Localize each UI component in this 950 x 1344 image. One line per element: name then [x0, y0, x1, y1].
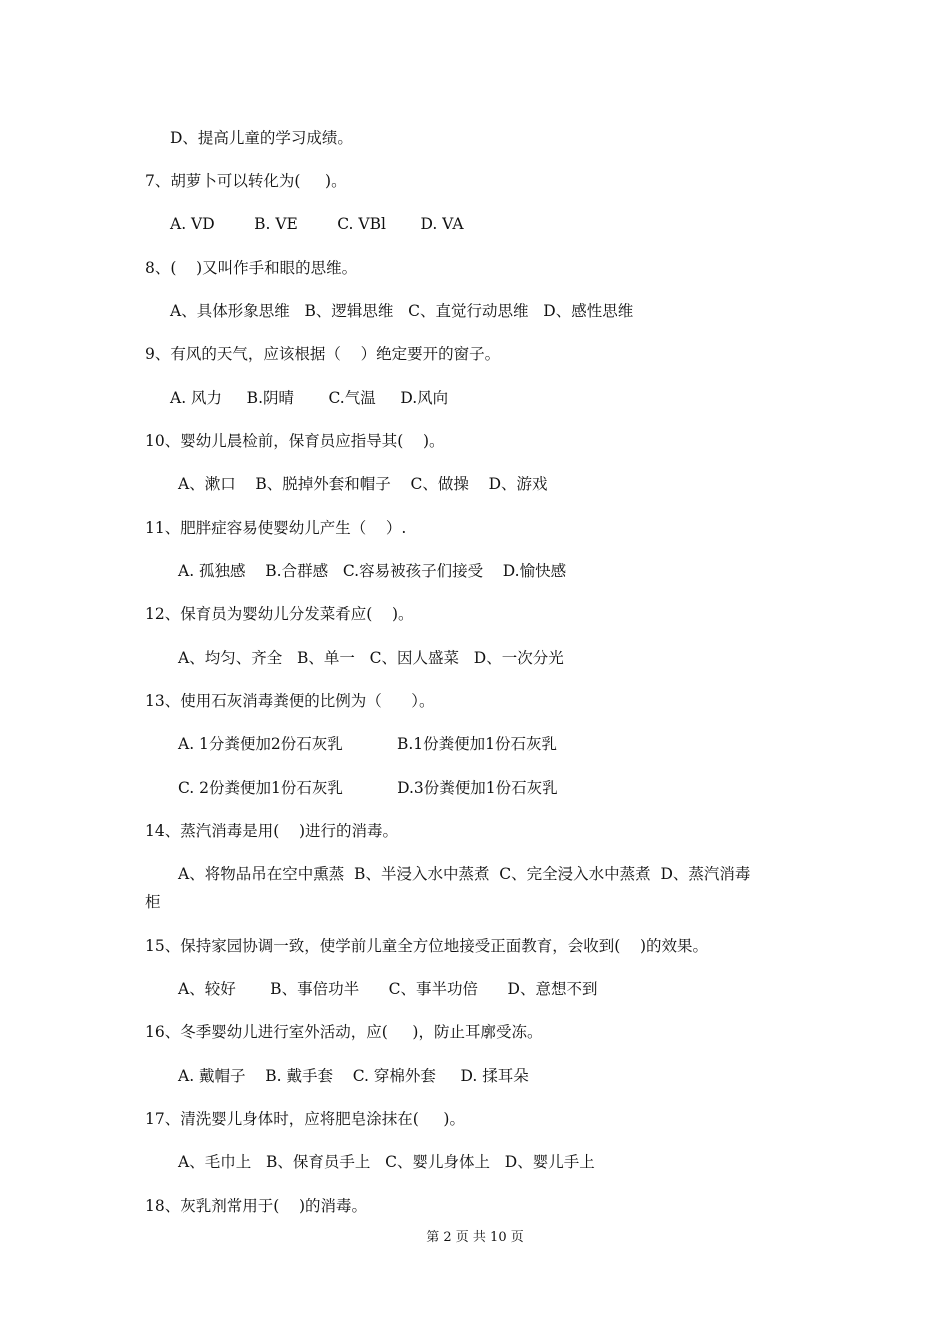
question-13: 13、使用石灰消毒粪便的比例为（ ）。	[145, 692, 435, 710]
options-12: A、均匀、齐全 B、单一 C、因人盛菜 D、一次分光	[178, 649, 564, 667]
question-11: 11、肥胖症容易使婴幼儿产生（ ）.	[145, 519, 407, 537]
option-line: D、提高儿童的学习成绩。	[170, 129, 353, 147]
question-17: 17、清洗婴儿身体时，应将肥皂涂抹在( )。	[145, 1110, 465, 1128]
options-16: A. 戴帽子 B. 戴手套 C. 穿棉外套 D. 揉耳朵	[178, 1067, 529, 1085]
options-13-row-2: C. 2份粪便加1份石灰乳 D.3份粪便加1份石灰乳	[178, 779, 558, 797]
question-7: 7、胡萝卜可以转化为( )。	[145, 172, 347, 190]
question-16: 16、冬季婴幼儿进行室外活动，应( )，防止耳廓受冻。	[145, 1023, 543, 1041]
question-18: 18、灰乳剂常用于( )的消毒。	[145, 1197, 368, 1215]
question-15: 15、保持家园协调一致，使学前儿童全方位地接受正面教育，会收到( )的效果。	[145, 937, 709, 955]
question-10: 10、婴幼儿晨检前，保育员应指导其( )。	[145, 432, 445, 450]
options-10: A、漱口 B、脱掉外套和帽子 C、做操 D、游戏	[178, 475, 548, 493]
question-12: 12、保育员为婴幼儿分发菜肴应( )。	[145, 605, 414, 623]
options-8: A、具体形象思维 B、逻辑思维 C、直觉行动思维 D、感性思维	[170, 302, 634, 320]
options-14: A、将物品吊在空中熏蒸 B、半浸入水中蒸煮 C、完全浸入水中蒸煮 D、蒸汽消毒	[178, 865, 751, 883]
options-7: A. VD B. VE C. VBl D. VA	[170, 215, 464, 233]
options-13-row-1: A. 1分粪便加2份石灰乳 B.1份粪便加1份石灰乳	[178, 735, 558, 753]
options-11: A. 孤独感 B.合群感 C.容易被孩子们接受 D.愉快感	[178, 562, 567, 580]
page-footer: 第 2 页 共 10 页	[426, 1230, 524, 1245]
options-15: A、较好 B、事倍功半 C、事半功倍 D、意想不到	[178, 980, 598, 998]
options-9: A. 风力 B.阴晴 C.气温 D.风向	[170, 389, 449, 407]
question-8: 8、( )又叫作手和眼的思维。	[145, 259, 358, 277]
options-14-wrap: 柜	[145, 893, 161, 911]
question-9: 9、有风的天气，应该根据（ ）绝定要开的窗子。	[145, 345, 501, 363]
question-14: 14、蒸汽消毒是用( )进行的消毒。	[145, 822, 399, 840]
options-17: A、毛巾上 B、保育员手上 C、婴儿身体上 D、婴儿手上	[178, 1153, 595, 1171]
